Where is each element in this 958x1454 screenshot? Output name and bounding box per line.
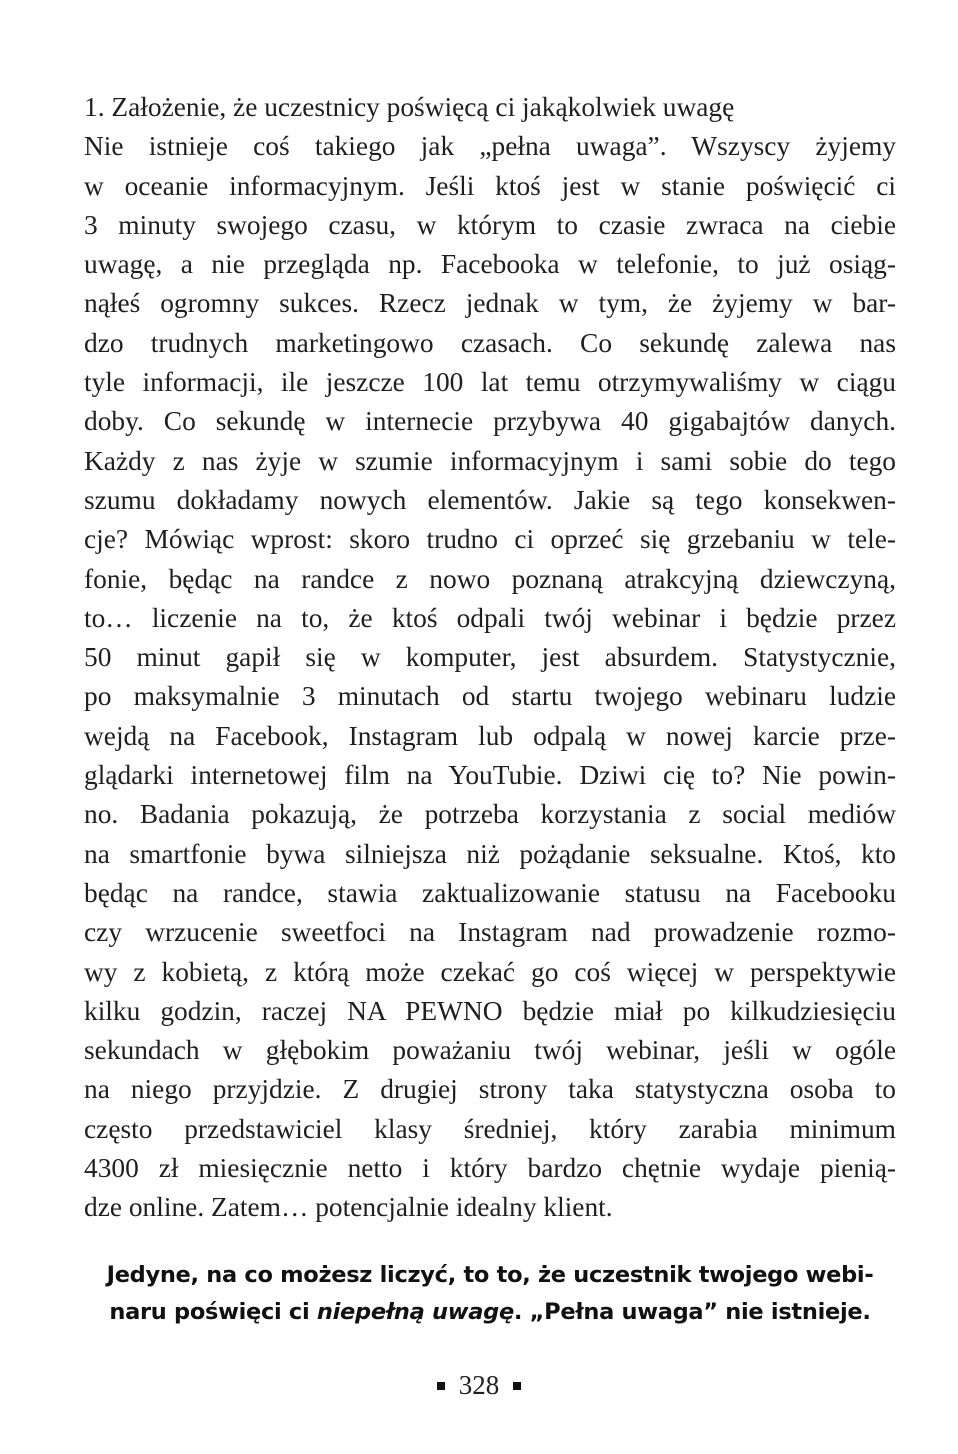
paragraph-line: Każdy z nas żyje w szumie informacyjnym i sami sobie do tego	[84, 445, 896, 476]
paragraph-line: na smartfonie bywa silniejsza niż pożądanie seksualne. Ktoś, kto	[84, 838, 896, 869]
bullet-square-icon	[437, 1382, 445, 1390]
paragraph	[84, 127, 896, 1227]
paragraph-line: po maksymalnie 3 minutach od startu twojego webinaru ludzie	[84, 681, 896, 712]
paragraph-line: 3 minuty swojego czasu, w którym to czasie zwraca na ciebie	[84, 209, 896, 240]
paragraph-line: fonie, będąc na randce z nowo poznaną atrakcyjną dziewczyną,	[84, 563, 896, 594]
paragraph-line: nąłeś ogromny sukces. Rzecz jednak w tym, że żyjemy w bar-	[84, 288, 896, 319]
body-text	[84, 88, 896, 1228]
callout-text: naru poświęci ci	[109, 1299, 317, 1325]
paragraph-line: 50 minut gapił się w komputer, jest absurdem. Statystycznie,	[84, 642, 896, 673]
paragraph-line: będąc na randce, stawia zaktualizowanie statusu na Facebooku	[84, 877, 896, 908]
paragraph-line: tyle informacji, ile jeszcze 100 lat temu otrzymywaliśmy w ciągu	[84, 367, 896, 398]
paragraph-line: wejdą na Facebook, Instagram lub odpalą w nowej karcie prze-	[84, 720, 896, 751]
paragraph-line: szumu dokładamy nowych elementów. Jakie są tego konsekwen-	[84, 484, 896, 515]
page-number: 328	[458, 1370, 500, 1400]
paragraph-line: w oceanie informacyjnym. Jeśli ktoś jest w stanie poświęcić ci	[84, 170, 896, 201]
paragraph-line: glądarki internetowej film na YouTubie. Dziwi cię to? Nie powin-	[84, 760, 896, 791]
paragraph-line: no. Badania pokazują, że potrzeba korzystania z social mediów	[84, 799, 896, 830]
paragraph-line: wy z kobietą, z którą może czekać go coś więcej w perspektywie	[84, 956, 896, 987]
callout-quote	[84, 1257, 896, 1331]
paragraph-line: to… liczenie na to, że ktoś odpali twój webinar i będzie przez	[84, 602, 896, 633]
paragraph-line: doby. Co sekundę w internecie przybywa 40 gigabajtów danych.	[84, 406, 896, 437]
paragraph-line: sekundach w głębokim poważaniu twój webinar, jeśli w ogóle	[84, 1035, 896, 1066]
callout-line-1: Jedyne, na co możesz liczyć, to to, że uczestnik twojego webi-	[106, 1262, 874, 1288]
callout-emphasis: niepełną uwagę	[316, 1299, 514, 1325]
paragraph-line: 4300 zł miesięcznie netto i który bardzo chętnie wydaje pienią-	[84, 1153, 896, 1184]
paragraph-line: często przedstawiciel klasy średniej, który zarabia minimum	[84, 1113, 896, 1144]
paragraph-line: Nie istnieje coś takiego jak „pełna uwaga”. Wszyscy żyjemy	[84, 131, 896, 162]
paragraph-line: uwagę, a nie przegląda np. Facebooka w telefonie, to już osiąg-	[84, 249, 896, 280]
paragraph-line: dzo trudnych marketingowo czasach. Co sekundę zalewa nas	[84, 327, 896, 358]
callout-line-2	[84, 1294, 896, 1331]
paragraph-line: dze online. Zatem… potencjalnie idealny klient.	[84, 1192, 613, 1223]
bullet-square-icon	[513, 1382, 521, 1390]
paragraph-line: na niego przyjdzie. Z drugiej strony taka statystyczna osoba to	[84, 1074, 896, 1105]
paragraph-line: czy wrzucenie sweetfoci na Instagram nad prowadzenie rozmo-	[84, 917, 896, 948]
section-heading: 1. Założenie, że uczestnicy poświęcą ci jakąkolwiek uwagę	[84, 92, 735, 122]
page-number-footer	[0, 1370, 958, 1401]
paragraph-line: kilku godzin, raczej NA PEWNO będzie miał po kilkudziesięciu	[84, 995, 896, 1026]
paragraph-line: cje? Mówiąc wprost: skoro trudno ci oprzeć się grzebaniu w tele-	[84, 524, 896, 555]
callout-text: . „Pełna uwaga” nie istnieje.	[513, 1299, 871, 1325]
